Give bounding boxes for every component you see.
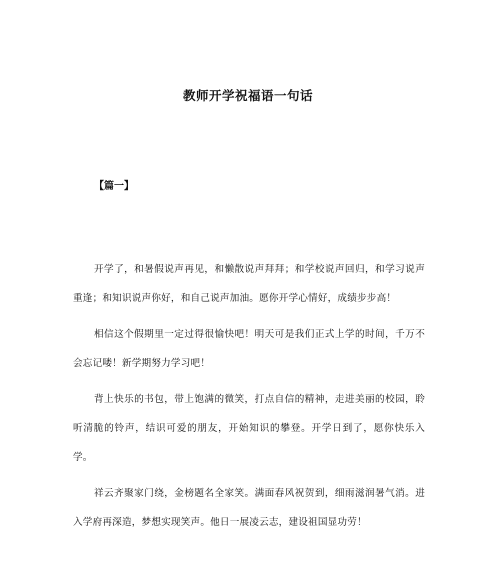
- document-title: 教师开学祝福语一句话: [182, 88, 313, 103]
- document-body: [73, 255, 425, 544]
- section-label: 【篇一】: [94, 181, 134, 192]
- paragraph-2: 相信这个假期里一定过得很愉快吧！明天可是我们正式上学的时间，千万不会忘记喽！新学期努力学习吧！: [73, 329, 425, 369]
- paragraph-3: 背上快乐的书包，带上饱满的微笑，打点自信的精神，走进美丽的校园，聆听清脆的铃声，结识可爱的朋友，开始知识的攀登。开学日到了，愿你快乐入学。: [73, 394, 425, 463]
- paragraph-4: 祥云齐聚家门绕，金榜题名全家笑。满面春风祝贺到，细雨滋润暑气消。进入学府再深造，梦想实现笑声。他日一展凌云志，建设祖国显功劳！: [73, 488, 425, 528]
- paragraph-1: 开学了，和暑假说声再见，和懒散说声拜拜；和学校说声回归，和学习说声重逢；和知识说声你好，和自己说声加油。愿你开学心情好，成绩步步高！: [73, 264, 425, 304]
